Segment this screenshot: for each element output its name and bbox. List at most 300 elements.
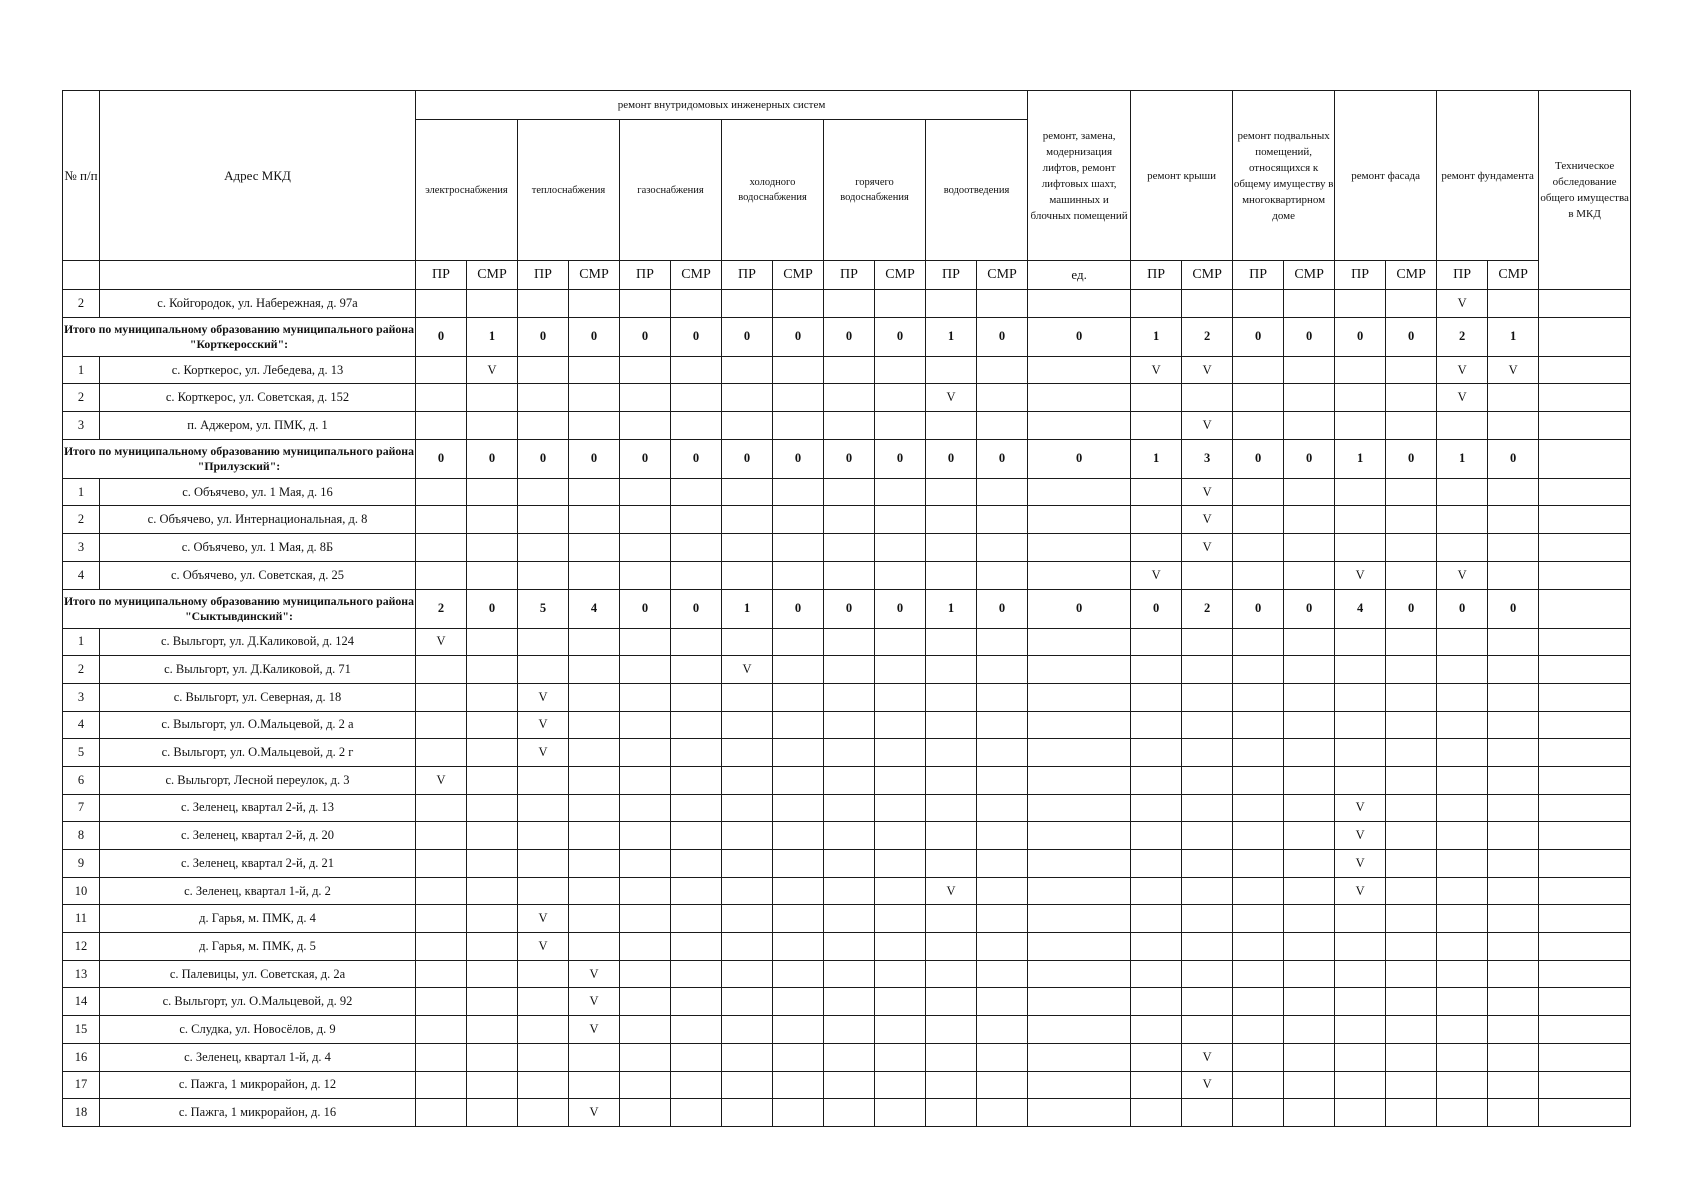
mark-cell: [824, 356, 875, 384]
table-row: [63, 905, 1631, 933]
mark-cell: [926, 534, 977, 562]
mark-cell: [926, 1071, 977, 1099]
address-cell: с. Зеленец, квартал 2-й, д. 20: [100, 822, 416, 850]
mark-cell: [824, 561, 875, 589]
mark-cell: [569, 1071, 620, 1099]
mark-cell: [1386, 850, 1437, 878]
address-cell: с. Слудка, ул. Новосёлов, д. 9: [100, 1016, 416, 1044]
mark-cell: [926, 766, 977, 794]
mark-cell: [569, 905, 620, 933]
mark-cell: [1335, 988, 1386, 1016]
mark-cell: [1386, 656, 1437, 684]
mark-cell: [416, 384, 467, 412]
mark-cell: [1131, 933, 1182, 961]
mark-cell: [926, 905, 977, 933]
mark-cell: V: [1437, 356, 1488, 384]
mark-cell: [416, 1099, 467, 1127]
mark-cell: [620, 739, 671, 767]
mark-cell: [620, 1071, 671, 1099]
mark-cell: [569, 506, 620, 534]
mark-cell: [1488, 877, 1539, 905]
mark-cell: [1437, 766, 1488, 794]
subtotal-value-cell: 1: [722, 589, 773, 628]
mark-cell: [569, 766, 620, 794]
mark-cell: [1028, 356, 1131, 384]
mark-cell: [926, 628, 977, 656]
pr-subheader: ПР: [824, 261, 875, 290]
subtotal-value-cell: 0: [620, 439, 671, 478]
mark-cell: [1028, 877, 1131, 905]
mark-cell: [416, 988, 467, 1016]
mark-cell: [1437, 1043, 1488, 1071]
mark-cell: [1437, 534, 1488, 562]
mark-cell: [620, 960, 671, 988]
mark-cell: [416, 561, 467, 589]
subtotal-value-cell: 0: [977, 589, 1028, 628]
subtotal-value-cell: 0: [1488, 439, 1539, 478]
mark-cell: [671, 506, 722, 534]
mark-cell: [1284, 877, 1335, 905]
unit-subheader: ед.: [1028, 261, 1131, 290]
mark-cell: [467, 656, 518, 684]
mark-cell: [773, 794, 824, 822]
mark-cell: [671, 766, 722, 794]
mark-cell: [1488, 656, 1539, 684]
mark-cell: [671, 290, 722, 318]
mark-cell: [416, 960, 467, 988]
mark-cell: [569, 877, 620, 905]
subtotal-value-cell: 0: [1284, 317, 1335, 356]
pr-subheader: ПР: [1131, 261, 1182, 290]
row-number: 3: [63, 683, 100, 711]
mark-cell: [926, 506, 977, 534]
mark-cell: [1284, 988, 1335, 1016]
mark-cell: [1386, 1071, 1437, 1099]
lifts-header: ремонт, замена, модернизация лифтов, ремонт лифтовых шахт, машинных и блочных помещений: [1028, 91, 1131, 261]
mark-cell: [1335, 711, 1386, 739]
mark-cell: [875, 766, 926, 794]
mark-cell: [1539, 384, 1631, 412]
mark-cell: [1335, 290, 1386, 318]
address-cell: с. Зеленец, квартал 1-й, д. 4: [100, 1043, 416, 1071]
address-cell: д. Гарья, м. ПМК, д. 5: [100, 933, 416, 961]
table-row: [63, 534, 1631, 562]
mark-cell: V: [1437, 561, 1488, 589]
mark-cell: [1539, 290, 1631, 318]
mark-cell: [569, 739, 620, 767]
mark-cell: [1488, 988, 1539, 1016]
mark-cell: [1028, 822, 1131, 850]
mark-cell: [1233, 711, 1284, 739]
mark-cell: [620, 711, 671, 739]
mark-cell: [1539, 506, 1631, 534]
mark-cell: [1386, 290, 1437, 318]
mark-cell: [1131, 960, 1182, 988]
mark-cell: [416, 822, 467, 850]
mark-cell: [1233, 933, 1284, 961]
mark-cell: [1131, 290, 1182, 318]
mark-cell: [518, 766, 569, 794]
mark-cell: [1386, 384, 1437, 412]
mark-cell: [467, 794, 518, 822]
mark-cell: [875, 656, 926, 684]
mark-cell: [1131, 794, 1182, 822]
mark-cell: [1437, 988, 1488, 1016]
mark-cell: [467, 905, 518, 933]
mark-cell: [1488, 412, 1539, 440]
address-cell: с. Пажга, 1 микрорайон, д. 12: [100, 1071, 416, 1099]
smr-subheader: СМР: [773, 261, 824, 290]
mark-cell: [1488, 1071, 1539, 1099]
mark-cell: [620, 628, 671, 656]
mark-cell: [416, 1071, 467, 1099]
mark-cell: [416, 877, 467, 905]
mark-cell: [569, 1043, 620, 1071]
mark-cell: [416, 356, 467, 384]
row-number: 2: [63, 384, 100, 412]
table-row: [63, 822, 1631, 850]
subtotal-value-cell: 0: [416, 317, 467, 356]
mark-cell: [875, 1043, 926, 1071]
row-number: 12: [63, 933, 100, 961]
subtotal-value-cell: 0: [467, 589, 518, 628]
address-cell: с. Выльгорт, ул. О.Мальцевой, д. 2 а: [100, 711, 416, 739]
subtotal-value-cell: 0: [773, 317, 824, 356]
mark-cell: [569, 683, 620, 711]
mark-cell: [1488, 561, 1539, 589]
mark-cell: [1131, 412, 1182, 440]
mark-cell: [1539, 960, 1631, 988]
mark-cell: [1437, 960, 1488, 988]
mark-cell: [1386, 534, 1437, 562]
mark-cell: [1488, 683, 1539, 711]
mark-cell: [620, 988, 671, 1016]
subtotal-value-cell: 0: [1284, 589, 1335, 628]
mark-cell: [1284, 534, 1335, 562]
mark-cell: [824, 850, 875, 878]
mark-cell: [671, 412, 722, 440]
table-row: [63, 478, 1631, 506]
subtotal-value-cell: 0: [1233, 439, 1284, 478]
mark-cell: [1028, 1043, 1131, 1071]
mark-cell: [824, 960, 875, 988]
mark-cell: [1488, 960, 1539, 988]
mark-cell: [620, 384, 671, 412]
mark-cell: [1284, 356, 1335, 384]
subtotal-value-cell: 0: [824, 317, 875, 356]
mark-cell: [1182, 656, 1233, 684]
mark-cell: [569, 561, 620, 589]
mark-cell: [1028, 933, 1131, 961]
subtotal-label: Итого по муниципальному образованию муниципального района "Прилузский":: [63, 439, 416, 478]
mark-cell: [722, 1016, 773, 1044]
pr-subheader: ПР: [416, 261, 467, 290]
system-header-heating: теплоснабжения: [518, 120, 620, 261]
mark-cell: [1488, 506, 1539, 534]
mark-cell: V: [926, 384, 977, 412]
mark-cell: [875, 1016, 926, 1044]
mark-cell: [926, 960, 977, 988]
pr-subheader: ПР: [1335, 261, 1386, 290]
mark-cell: [1437, 933, 1488, 961]
mark-cell: [773, 960, 824, 988]
engineering-systems-header: ремонт внутридомовых инженерных систем: [416, 91, 1028, 120]
system-header-gas: газоснабжения: [620, 120, 722, 261]
mark-cell: [1488, 794, 1539, 822]
subtotal-value-cell: 0: [722, 317, 773, 356]
mark-cell: [1131, 988, 1182, 1016]
mark-cell: [1233, 412, 1284, 440]
mark-cell: [671, 988, 722, 1016]
pr-subheader: ПР: [518, 261, 569, 290]
repair-program-table: [62, 90, 1631, 1127]
mark-cell: [671, 1099, 722, 1127]
mark-cell: [1437, 905, 1488, 933]
mark-cell: [875, 988, 926, 1016]
subtotal-value-cell: 0: [1335, 317, 1386, 356]
address-subheader: [100, 261, 416, 290]
mark-cell: [1488, 534, 1539, 562]
mark-cell: [875, 478, 926, 506]
mark-cell: [977, 822, 1028, 850]
subtotal-value-cell: 1: [1437, 439, 1488, 478]
subtotal-value-cell: 1: [1488, 317, 1539, 356]
mark-cell: [773, 1016, 824, 1044]
subtotal-value-cell: [1539, 317, 1631, 356]
mark-cell: [467, 384, 518, 412]
mark-cell: [1131, 1016, 1182, 1044]
mark-cell: [773, 356, 824, 384]
mark-cell: [1488, 1043, 1539, 1071]
mark-cell: [1488, 628, 1539, 656]
mark-cell: [1335, 534, 1386, 562]
mark-cell: [467, 290, 518, 318]
system-header-electricity: электроснабжения: [416, 120, 518, 261]
pr-subheader: ПР: [1437, 261, 1488, 290]
mark-cell: [722, 506, 773, 534]
mark-cell: [1284, 628, 1335, 656]
subtotal-value-cell: [1539, 589, 1631, 628]
mark-cell: [467, 683, 518, 711]
mark-cell: [977, 290, 1028, 318]
subtotal-value-cell: 0: [1233, 589, 1284, 628]
mark-cell: [1182, 628, 1233, 656]
mark-cell: [1233, 1043, 1284, 1071]
num-subheader: [63, 261, 100, 290]
subtotal-value-cell: 0: [1284, 439, 1335, 478]
mark-cell: [773, 822, 824, 850]
mark-cell: [977, 933, 1028, 961]
pr-subheader: ПР: [1233, 261, 1284, 290]
mark-cell: [722, 1043, 773, 1071]
mark-cell: [671, 822, 722, 850]
mark-cell: V: [518, 739, 569, 767]
mark-cell: [1182, 1016, 1233, 1044]
subtotal-row: [63, 439, 1631, 478]
mark-cell: [1539, 683, 1631, 711]
row-number: 15: [63, 1016, 100, 1044]
subtotal-value-cell: 2: [1182, 317, 1233, 356]
mark-cell: [467, 1099, 518, 1127]
mark-cell: [1437, 1016, 1488, 1044]
mark-cell: [671, 850, 722, 878]
mark-cell: [773, 478, 824, 506]
row-number: 1: [63, 356, 100, 384]
mark-cell: [671, 1071, 722, 1099]
mark-cell: [620, 794, 671, 822]
subtotal-value-cell: 2: [1437, 317, 1488, 356]
mark-cell: [1284, 506, 1335, 534]
mark-cell: [1386, 739, 1437, 767]
inspection-header: Техническое обследование общего имущества в МКД: [1539, 91, 1631, 290]
subtotal-value-cell: 1: [467, 317, 518, 356]
mark-cell: [722, 711, 773, 739]
mark-cell: V: [569, 1099, 620, 1127]
subtotal-value-cell: 0: [1028, 589, 1131, 628]
mark-cell: [671, 628, 722, 656]
mark-cell: [1233, 478, 1284, 506]
mark-cell: [1182, 711, 1233, 739]
row-number: 4: [63, 711, 100, 739]
mark-cell: [518, 960, 569, 988]
subtotal-value-cell: 0: [773, 439, 824, 478]
mark-cell: V: [1182, 534, 1233, 562]
subtotal-value-cell: 1: [1335, 439, 1386, 478]
table-row: [63, 290, 1631, 318]
address-cell: с. Выльгорт, ул. О.Мальцевой, д. 2 г: [100, 739, 416, 767]
mark-cell: [620, 356, 671, 384]
mark-cell: [1488, 850, 1539, 878]
mark-cell: [824, 739, 875, 767]
mark-cell: [722, 1099, 773, 1127]
mark-cell: V: [569, 988, 620, 1016]
mark-cell: V: [467, 356, 518, 384]
mark-cell: [1233, 506, 1284, 534]
mark-cell: [977, 1099, 1028, 1127]
mark-cell: [824, 988, 875, 1016]
mark-cell: [1335, 656, 1386, 684]
smr-subheader: СМР: [977, 261, 1028, 290]
mark-cell: [1233, 683, 1284, 711]
mark-cell: [416, 905, 467, 933]
mark-cell: [416, 656, 467, 684]
row-number: 3: [63, 412, 100, 440]
mark-cell: [1028, 478, 1131, 506]
foundation-header: ремонт фундамента: [1437, 91, 1539, 261]
mark-cell: [569, 933, 620, 961]
mark-cell: [1488, 822, 1539, 850]
mark-cell: V: [518, 711, 569, 739]
mark-cell: [1539, 905, 1631, 933]
mark-cell: [1539, 711, 1631, 739]
mark-cell: [773, 1071, 824, 1099]
mark-cell: [1335, 960, 1386, 988]
mark-cell: [977, 506, 1028, 534]
mark-cell: [1028, 1016, 1131, 1044]
subtotal-value-cell: 0: [875, 439, 926, 478]
mark-cell: [620, 850, 671, 878]
mark-cell: [977, 905, 1028, 933]
mark-cell: [416, 1016, 467, 1044]
mark-cell: [1131, 478, 1182, 506]
mark-cell: [722, 561, 773, 589]
table-row: [63, 628, 1631, 656]
mark-cell: [1131, 766, 1182, 794]
mark-cell: [1284, 478, 1335, 506]
mark-cell: [1233, 1071, 1284, 1099]
mark-cell: [773, 711, 824, 739]
mark-cell: [1284, 766, 1335, 794]
mark-cell: V: [1488, 356, 1539, 384]
mark-cell: V: [518, 905, 569, 933]
mark-cell: [1335, 506, 1386, 534]
mark-cell: [1386, 412, 1437, 440]
mark-cell: [1386, 1099, 1437, 1127]
mark-cell: [416, 739, 467, 767]
mark-cell: [722, 290, 773, 318]
mark-cell: [569, 534, 620, 562]
mark-cell: V: [1437, 384, 1488, 412]
mark-cell: [467, 1016, 518, 1044]
table-row: [63, 1099, 1631, 1127]
mark-cell: [1028, 794, 1131, 822]
address-cell: с. Объячево, ул. 1 Мая, д. 16: [100, 478, 416, 506]
mark-cell: [824, 794, 875, 822]
mark-cell: [1539, 822, 1631, 850]
mark-cell: [773, 683, 824, 711]
mark-cell: [620, 1099, 671, 1127]
mark-cell: [467, 1071, 518, 1099]
mark-cell: [1386, 960, 1437, 988]
mark-cell: [1182, 739, 1233, 767]
mark-cell: [467, 988, 518, 1016]
mark-cell: V: [1335, 822, 1386, 850]
mark-cell: [926, 933, 977, 961]
mark-cell: V: [1182, 356, 1233, 384]
mark-cell: [518, 850, 569, 878]
mark-cell: [1028, 561, 1131, 589]
mark-cell: V: [1182, 506, 1233, 534]
mark-cell: [1233, 822, 1284, 850]
mark-cell: [773, 506, 824, 534]
mark-cell: [620, 561, 671, 589]
subtotal-label: Итого по муниципальному образованию муниципального района "Сыктывдинский":: [63, 589, 416, 628]
mark-cell: [1437, 1099, 1488, 1127]
mark-cell: V: [1131, 561, 1182, 589]
mark-cell: [1488, 290, 1539, 318]
mark-cell: [1539, 356, 1631, 384]
mark-cell: [416, 794, 467, 822]
mark-cell: [1233, 850, 1284, 878]
mark-cell: [1233, 628, 1284, 656]
mark-cell: [518, 822, 569, 850]
mark-cell: [977, 739, 1028, 767]
mark-cell: [1488, 1016, 1539, 1044]
mark-cell: [569, 412, 620, 440]
mark-cell: [1233, 1099, 1284, 1127]
mark-cell: [569, 628, 620, 656]
mark-cell: [1233, 739, 1284, 767]
mark-cell: [1182, 561, 1233, 589]
mark-cell: [1233, 877, 1284, 905]
mark-cell: [1028, 683, 1131, 711]
table-row: [63, 988, 1631, 1016]
subtotal-value-cell: 2: [1182, 589, 1233, 628]
mark-cell: [1131, 1099, 1182, 1127]
subtotal-value-cell: 1: [926, 317, 977, 356]
mark-cell: [722, 1071, 773, 1099]
mark-cell: [467, 850, 518, 878]
